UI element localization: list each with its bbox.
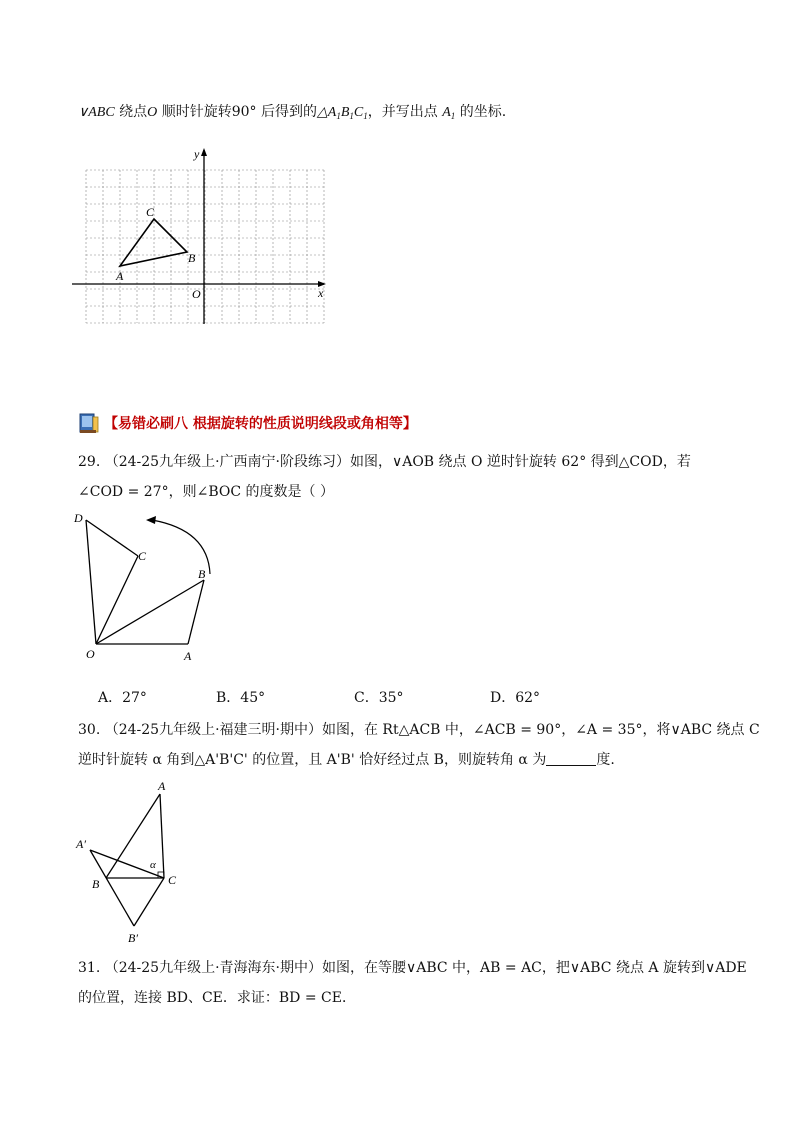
grid-lines xyxy=(86,170,324,323)
point-b-prime-label: B′ xyxy=(128,931,138,945)
y-axis-label: y xyxy=(194,147,200,161)
angle-alpha-label: α xyxy=(150,859,156,871)
intro-triangle: ∨ABC xyxy=(78,105,115,120)
point-b-label: B xyxy=(188,251,196,265)
point-d-label: D xyxy=(74,511,83,525)
intro-text: 后得到的 xyxy=(256,104,318,120)
q30-line-2-suffix: 度. xyxy=(596,752,615,768)
point-a-prime-label: A′ xyxy=(76,837,86,851)
point-a-label: A xyxy=(158,779,166,793)
q29-option-a[interactable]: A．27° xyxy=(98,690,147,706)
q30-answer-blank[interactable] xyxy=(546,751,596,766)
point-c-label: C xyxy=(168,873,177,887)
intro-point-a1: $A_1$ xyxy=(442,105,456,121)
point-o-label: O xyxy=(86,647,95,661)
q29-line-1: 29. （24-25九年级上·广西南宁·阶段练习）如图，∨AOB 绕点 O 逆时针旋转 62° 得到△COD，若 xyxy=(78,454,691,470)
q31-line-2: 的位置，连接 BD、CE．求证：BD = CE． xyxy=(78,990,356,1006)
book-icon xyxy=(78,411,100,435)
q29-figure xyxy=(72,508,232,668)
triangle-abc xyxy=(120,219,187,266)
segment-ab xyxy=(188,580,204,644)
point-b-label: B xyxy=(198,567,206,581)
segment-od xyxy=(86,520,96,644)
rotation-arc xyxy=(152,520,210,574)
section-title: 【易错必刷八 根据旋转的性质说明线段或角相等】 xyxy=(104,416,417,432)
intro-triangle-2: $\triangle A_1B_1C_1$ xyxy=(317,105,368,121)
intro-point: O xyxy=(147,105,158,120)
rotation-arrow-head xyxy=(146,516,156,524)
point-c-label: C xyxy=(146,205,155,219)
intro-text: 绕点 xyxy=(114,104,148,120)
q29-option-b[interactable]: B．45° xyxy=(216,690,266,706)
q29-line-2: ∠COD = 27°，则∠BOC 的度数是（ ） xyxy=(78,484,334,500)
q29-option-d[interactable]: D．62° xyxy=(490,690,541,706)
segment-oc xyxy=(96,556,138,644)
q29-option-c[interactable]: C．35° xyxy=(354,690,404,706)
q30-line-2-text: 逆时针旋转 α 角到△A'B'C' 的位置，且 A'B' 恰好经过点 B，则旋转角 α 为 xyxy=(78,752,547,768)
intro-degree: 90° xyxy=(231,104,257,120)
point-b-label: B xyxy=(92,877,100,891)
intro-text: 顺时针旋转 xyxy=(157,104,232,120)
y-axis-arrow xyxy=(201,148,207,156)
intro-text: ，并写出点 xyxy=(367,104,443,120)
coordinate-grid-figure xyxy=(68,142,338,332)
q30-line-2 xyxy=(78,750,615,770)
segment-b-prime-c xyxy=(134,878,164,926)
q31-line-1: 31. （24-25九年级上·青海海东·期中）如图，在等腰∨ABC 中，AB = AC，把∨ABC 绕点 A 旋转到∨ADE xyxy=(78,960,747,976)
segment-ac xyxy=(160,794,164,878)
point-a-label: A xyxy=(116,269,124,283)
intro-text: 的坐标. xyxy=(455,104,507,120)
x-axis-label: x xyxy=(318,286,324,300)
segment-cd xyxy=(86,520,138,556)
origin-label: O xyxy=(192,287,201,301)
point-a-label: A xyxy=(184,649,192,663)
section-header xyxy=(78,410,417,436)
point-c-label: C xyxy=(138,549,147,563)
q30-line-1: 30. （24-25九年级上·福建三明·期中）如图，在 Rt△ACB 中，∠ACB = 90°，∠A = 35°，将∨ABC 绕点 C xyxy=(78,722,760,738)
q30-figure xyxy=(72,776,192,946)
intro-line xyxy=(78,102,506,126)
segment-ob xyxy=(96,580,204,644)
